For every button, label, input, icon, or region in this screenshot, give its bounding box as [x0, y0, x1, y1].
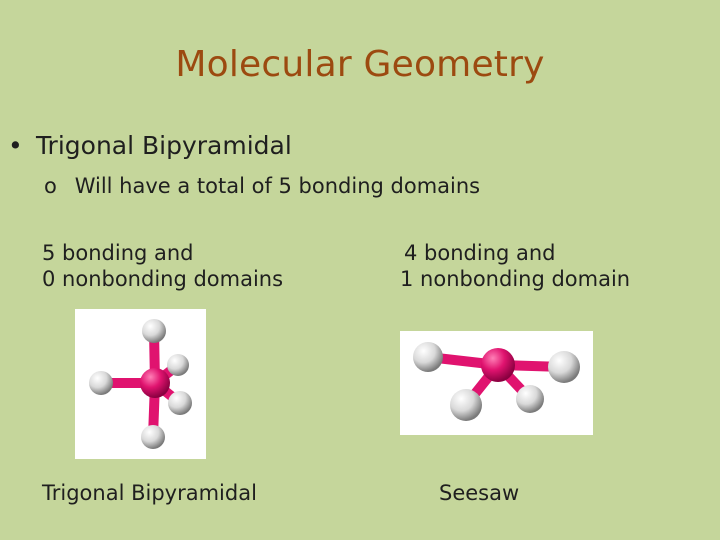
main-bullet-text: Trigonal Bipyramidal	[35, 131, 292, 160]
right-description-line2: 1 nonbonding domain	[400, 267, 631, 291]
left-caption: Trigonal Bipyramidal	[42, 481, 257, 505]
left-description	[42, 240, 283, 292]
sub-bullet-text: Will have a total of 5 bonding domains	[74, 174, 481, 198]
equatorial-atom-back	[167, 354, 189, 376]
axial-atom-bottom	[141, 425, 165, 449]
left-description-line2: 0 nonbonding domains	[42, 267, 284, 291]
atom-back-right	[516, 385, 544, 413]
atom-front-left	[450, 389, 482, 421]
atom-left	[413, 342, 443, 372]
atom-right	[548, 351, 580, 383]
right-caption: Seesaw	[439, 481, 520, 505]
sub-bullet	[44, 174, 480, 198]
right-description	[400, 240, 630, 292]
central-atom	[140, 368, 170, 398]
seesaw-molecule	[400, 331, 593, 435]
sub-bullet-marker: o	[44, 174, 57, 198]
seesaw-image	[400, 331, 593, 435]
equatorial-atom-front	[168, 391, 192, 415]
main-bullet	[8, 131, 292, 160]
bullet-marker: •	[8, 131, 23, 160]
central-atom	[481, 348, 515, 382]
axial-atom-top	[142, 319, 166, 343]
right-description-line1: 4 bonding and	[404, 241, 556, 265]
trigonal-bipyramidal-image	[75, 309, 206, 459]
left-description-line1: 5 bonding and	[42, 241, 194, 265]
trigonal-bipyramidal-molecule	[75, 309, 206, 459]
equatorial-atom-left	[89, 371, 113, 395]
slide-title: Molecular Geometry	[175, 44, 545, 85]
